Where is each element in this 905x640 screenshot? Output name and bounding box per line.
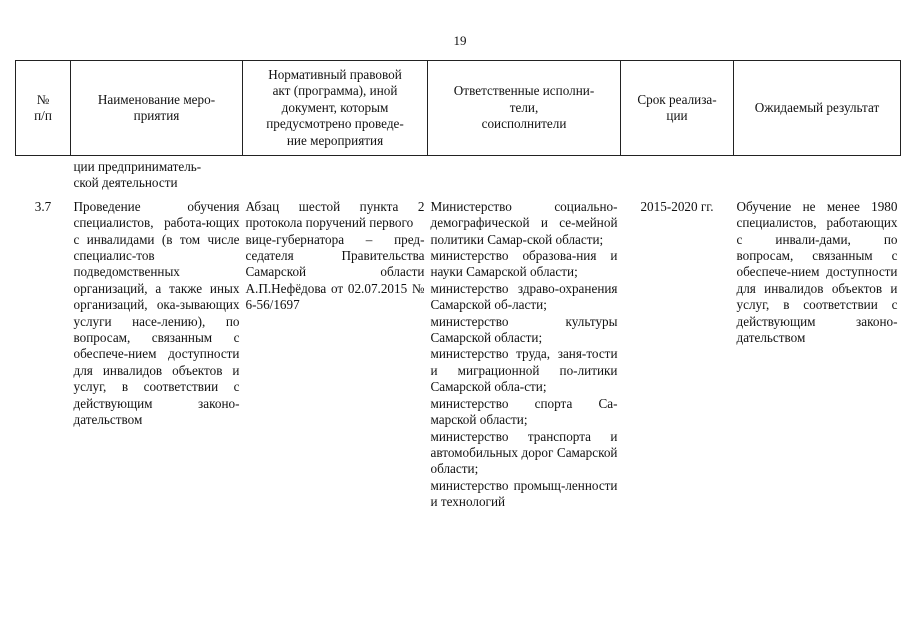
header-responsible: Ответственные исполни- тели, соисполнители [428,61,621,156]
cell-empty [428,156,621,198]
header-legal-act: Нормативный правовой акт (программа), иной документ, которым предусмотрено проведе- ние мероприятия [243,61,428,156]
cell-empty [621,156,734,198]
cell-empty [734,156,901,198]
cell-empty [16,156,71,198]
cell-expected-result: Обучение не менее 1980 специалистов, работающих с инвали-дами, по вопросам, связанным с обеспече-нием доступности для инвалидов объектов и услуг, в соответствии с действующим законо-дательством [736,198,898,346]
measures-table [15,60,901,511]
table-row-continuation [16,156,901,198]
header-number: № п/п [16,61,71,156]
page-number: 19 [453,33,467,48]
table-row [16,198,901,511]
header-expected-result: Ожидаемый результат [734,61,901,156]
cell-empty [243,156,428,198]
cell-number: 3.7 [34,198,52,214]
cell-term: 2015-2020 гг. [640,198,714,214]
cell-measure-name: Проведение обучения специалистов, работа-ющих с инвалидами (в том числе специалис-тов подведомственных организаций, а также иных организаций, ока-зывающих услуги насе-лению), по вопросам, связанным с обеспече-нием доступности для инвалидов объектов и услуг, в соответствии с действующим законо-дательством [73,198,240,428]
cell-name-continuation: ции предприниматель- ской деятельности [73,159,202,191]
header-term: Срок реализа- ции [621,61,734,156]
header-measure-name: Наименование меро- приятия [71,61,243,156]
cell-legal-act: Абзац шестой пункта 2 протокола поручений первого вице-губернатора – пред-седателя Правительства Самарской области А.П.Нефёдова от 02.07.2015 № 6-56/1697 [245,198,425,313]
table-header-row [16,61,901,156]
cell-responsible: Министерство социально-демографической и се-мейной политики Самар-ской области; министерство образова-ния и науки Самарской области; министерство здраво-охранения Самарской об-ласти; министерство культуры Самарской области; министерство труда, заня-тости и миграционной по-литики Самарской обла-сти; министерство спорта Са-марской области; министерство транспорта и автомобильных дорог Самарской области; министерство промыщ-ленности и технологий [430,198,618,510]
